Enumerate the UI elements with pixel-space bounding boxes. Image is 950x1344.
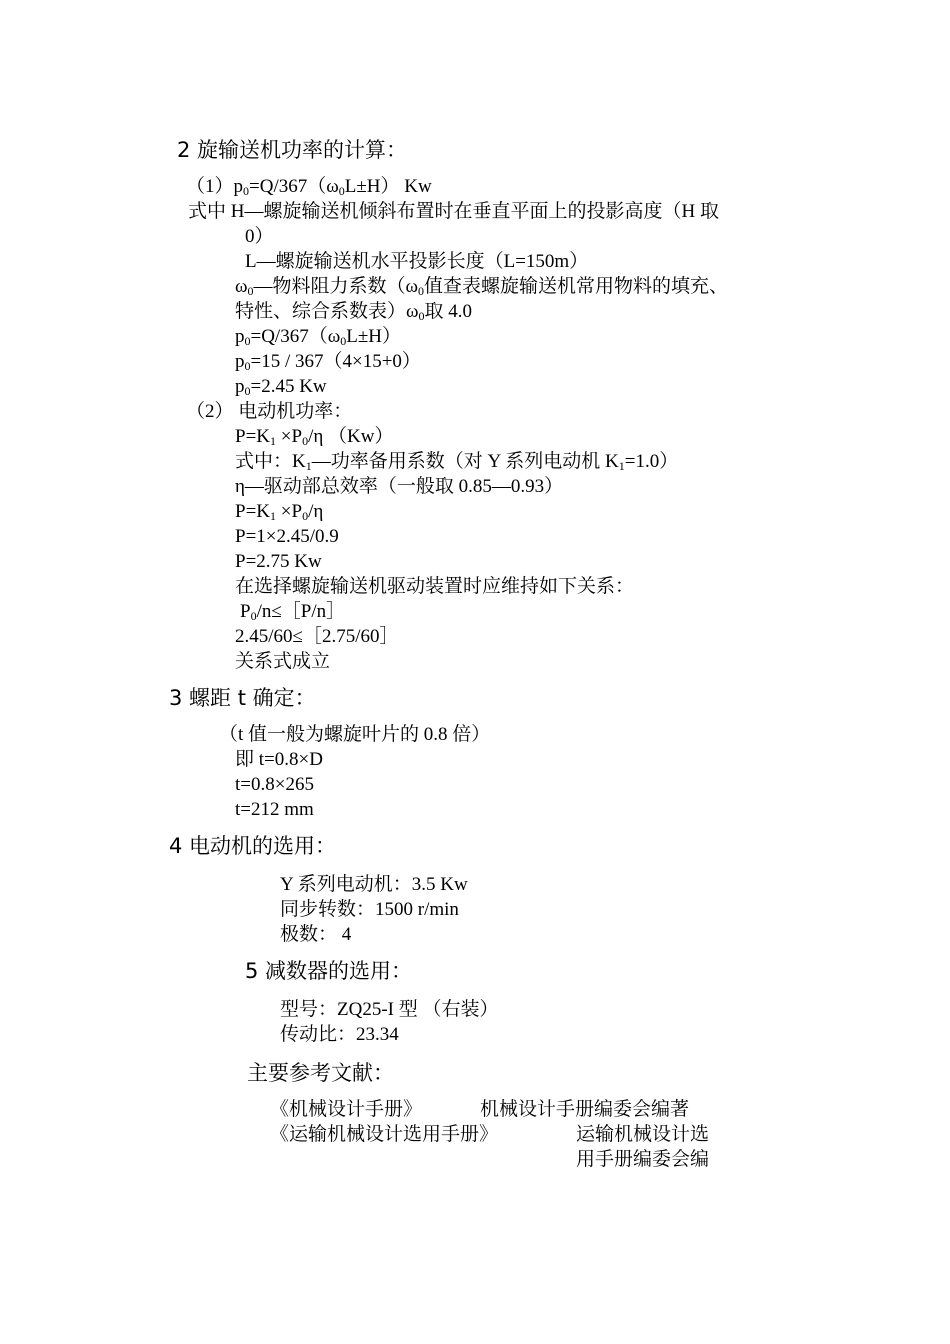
references-heading: 主要参考文献：	[247, 1061, 394, 1085]
reducer-ratio: 传动比：23.34	[280, 1024, 399, 1045]
reference-1-title: 《机械设计手册》	[270, 1099, 423, 1120]
formula-p-result: P=2.75 Kw	[235, 551, 322, 572]
subsection-motor-power: （2） 电动机功率：	[186, 401, 353, 422]
section-2-heading: 2 旋输送机功率的计算：	[177, 138, 408, 162]
formula-p0: $(1)p_0=Q/367(\omega_0L\pm H)$ Kw	[186, 176, 432, 198]
motor-poles: 极数： 4	[280, 924, 352, 945]
formula-p: $P=K_1 \times P_0/\eta$ （Kw）	[235, 426, 394, 448]
formula-p-substituted: P=1×2.45/0.9	[235, 526, 339, 547]
pitch-note: （t 值一般为螺旋叶片的 0.8 倍）	[219, 724, 491, 745]
pitch-result: t=212 mm	[235, 799, 314, 820]
reference-2-author: 运输机械设计选	[576, 1124, 710, 1145]
definition-eta: η—驱动部总效率（一般取 0.85—0.93）	[235, 476, 564, 497]
definition-omega-cont: 特性、综合系数表）$\omega_0$取 4.0	[235, 301, 473, 323]
definition-l: L—螺旋输送机水平投影长度（L=150m）	[245, 251, 589, 272]
section-3-heading: 3 螺距 t 确定：	[169, 686, 316, 710]
selection-condition-text: 在选择螺旋输送机驱动装置时应维持如下关系：	[235, 576, 635, 597]
formula-p-repeat: $P=K_1 \times P_0/\eta$	[235, 501, 324, 523]
formula-p0-substituted: $p_0=15 / 367(4\times 15+0)$	[235, 351, 421, 373]
definition-h: 式中 H—螺旋输送机倾斜布置时在垂直平面上的投影高度（H 取	[188, 201, 719, 222]
reference-2-title: 《运输机械设计选用手册》	[270, 1124, 499, 1145]
motor-series: Y 系列电动机：3.5 Kw	[280, 874, 468, 895]
condition-check: 2.45/60≤［2.75/60］	[235, 626, 399, 647]
condition-result: 关系式成立	[235, 651, 331, 672]
section-5-heading: 5 减数器的选用：	[245, 959, 413, 983]
condition-formula: $P_0/n\le[P/n]$	[240, 601, 346, 623]
pitch-formula: 即 t=0.8×D	[235, 749, 323, 770]
definition-omega: $\omega_0—$物料阻力系数（$\omega_0$值查表螺旋输送机常用物料的填充、	[235, 276, 729, 298]
section-4-heading: 4 电动机的选用：	[169, 834, 337, 858]
formula-p0-repeat: $p_0=Q/367(\omega_0L\pm H)$	[235, 326, 401, 348]
reference-2-author-cont: 用手册编委会编	[576, 1149, 710, 1170]
definition-k1: 式中：$K_1—$功率备用系数（对 Y 系列电动机 $K_1=1.0$）	[235, 451, 679, 473]
definition-h-cont: 0）	[245, 226, 274, 247]
reference-1-author: 机械设计手册编委会编著	[480, 1099, 690, 1120]
formula-p0-result: $p_0=2.45$ Kw	[235, 376, 327, 398]
motor-speed: 同步转数：1500 r/min	[280, 899, 459, 920]
reducer-model: 型号：ZQ25-I 型 （右装）	[280, 999, 499, 1020]
pitch-substituted: t=0.8×265	[235, 774, 314, 795]
